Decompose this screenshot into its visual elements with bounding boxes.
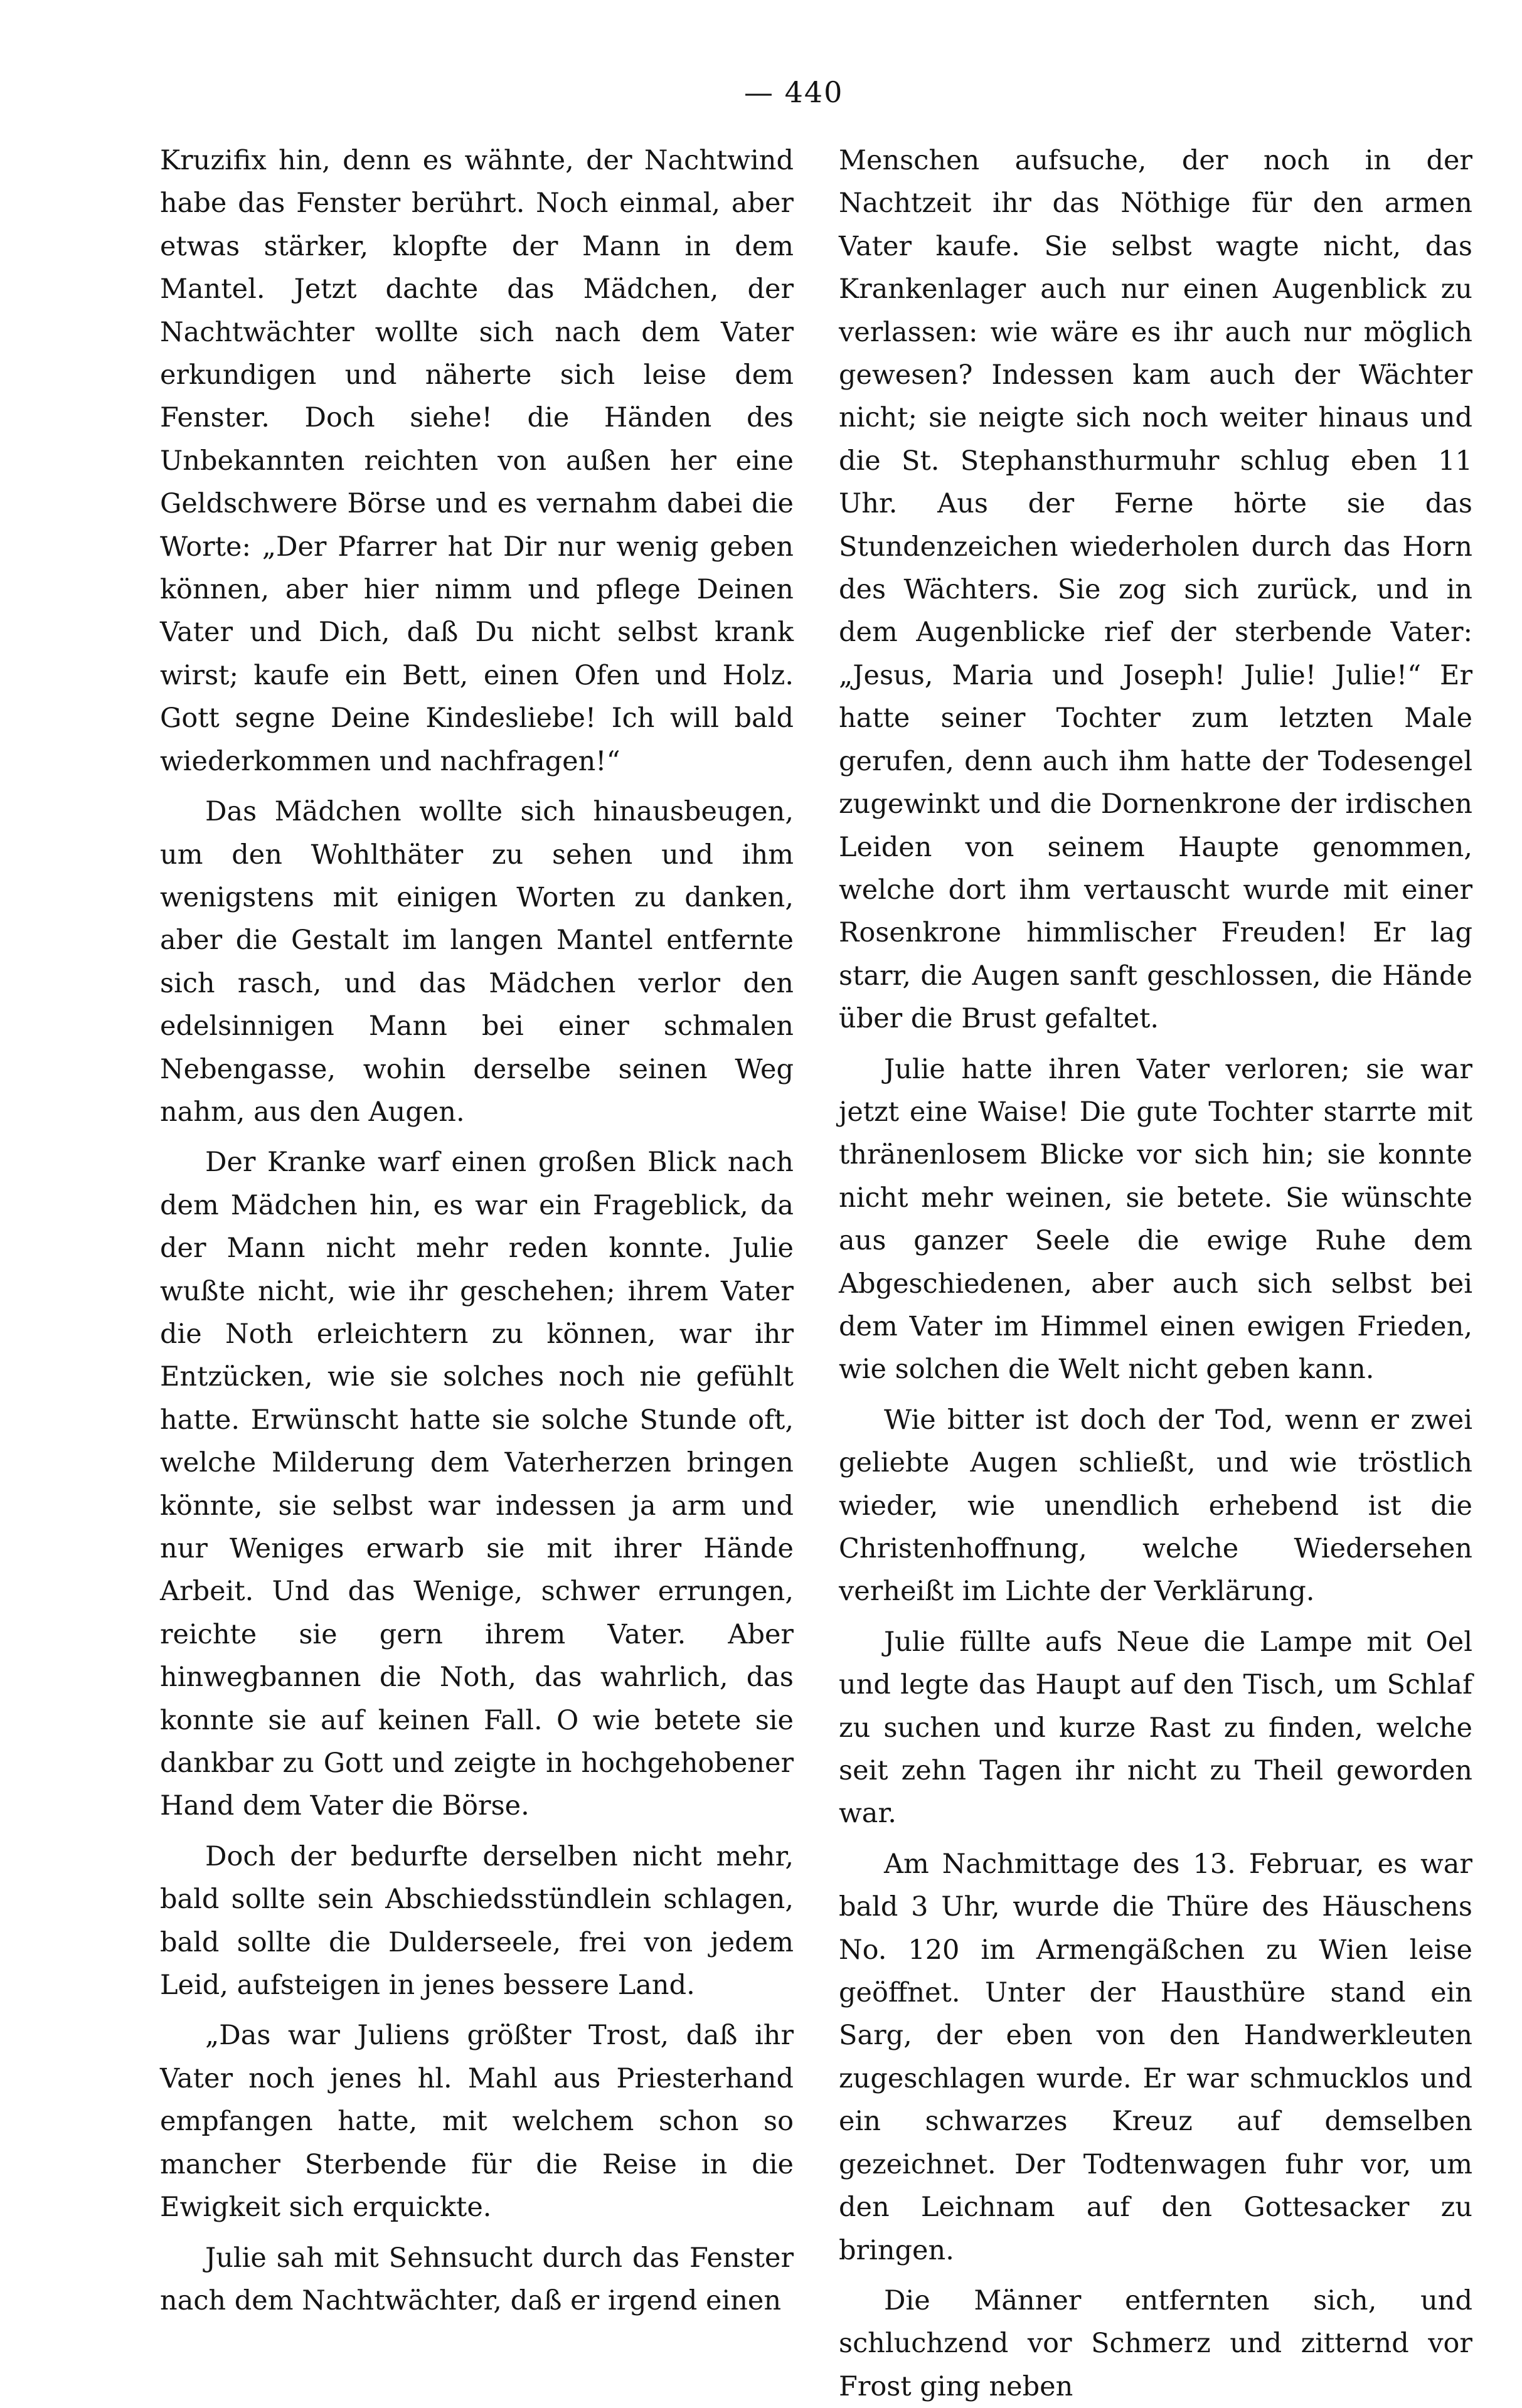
left-text-column (160, 139, 794, 2322)
paragraph: Julie hatte ihren Vater verloren; sie war jetzt eine Waise! Die gute Tochter starrte mit thränenlosem Blicke vor sich hin; sie konnte nicht mehr weinen, sie betete. Sie wünschte aus ganzer Seele die ewige Ruhe dem Abgeschiedenen, aber auch sich selbst bei dem Vater im Himmel einen ewigen Frieden, wie solchen die Welt nicht geben kann. (839, 1053, 1472, 1386)
paragraph: „Das war Juliens größter Trost, daß ihr Vater noch jenes hl. Mahl aus Priesterhand empfangen hatte, mit welchem schon so mancher Sterbende für die Reise in die Ewigkeit sich erquickte. (160, 2020, 794, 2224)
paragraph: Der Kranke warf einen großen Blick nach dem Mädchen hin, es war ein Frageblick, da der Mann nicht mehr reden konnte. Julie wußte nicht, wie ihr geschehen; ihrem Vater die Noth erleichtern zu können, war ihr Entzücken, wie sie solches noch nie gefühlt hatte. Erwünscht hatte sie solche Stunde oft, welche Milderung dem Vaterherzen bringen könnte, sie selbst war indessen ja arm und nur Weniges erwarb sie mit ihrer Hände Arbeit. Und das Wenige, schwer errungen, reichte sie gern ihrem Vater. Aber hinwegbannen die Noth, das wahrlich, das konnte sie auf keinen Fall. O wie betete sie dankbar zu Gott und zeigte in hochgehobener Hand dem Vater die Börse. (160, 1147, 794, 1822)
right-text-column (839, 139, 1472, 2408)
paragraph: Kruzifix hin, denn es wähnte, der Nachtwind habe das Fenster berührt. Noch einmal, aber etwas stärker, klopfte der Mann in dem Mantel. Jetzt dachte das Mädchen, der Nachtwächter wollte sich nach dem Vater erkundigen und näherte sich leise dem Fenster. Doch siehe! die Händen des Unbekannten reichten von außen her eine Geldschwere Börse und es vernahm dabei die Worte: „Der Pfarrer hat Dir nur wenig geben können, aber hier nimm und pflege Deinen Vater und Dich, daß Du nicht selbst krank wirst; kaufe ein Bett, einen Ofen und Holz. Gott segne Deine Kindesliebe! Ich will bald wiederkommen und nachfragen!“ (160, 145, 794, 777)
paragraph: Julie füllte aufs Neue die Lampe mit Oel und legte das Haupt auf den Tisch, um Schlaf zu suchen und kurze Rast zu finden, welche seit zehn Tagen ihr nicht zu Theil geworden war. (839, 1626, 1472, 1830)
paragraph: Die Männer entfernten sich, und schluchzend vor Schmerz und zitternd vor Frost ging neben (839, 2284, 1472, 2402)
paragraph: Julie sah mit Sehnsucht durch das Fenster nach dem Nachtwächter, daß er irgend einen (160, 2242, 794, 2316)
paragraph: Wie bitter ist doch der Tod, wenn er zwei geliebte Augen schließt, und wie tröstlich wieder, wie unendlich erhebend ist die Christenhoffnung, welche Wiedersehen verheißt im Lichte der Verklärung. (839, 1404, 1472, 1608)
paragraph: Menschen aufsuche, der noch in der Nachtzeit ihr das Nöthige für den armen Vater kaufe. Sie selbst wagte nicht, das Krankenlager auch nur einen Augenblick zu verlassen: wie wäre es ihr auch nur möglich gewesen? Indessen kam auch der Wächter nicht; sie neigte sich noch weiter hinaus und die St. Stephansthurmuhr schlug eben 11 Uhr. Aus der Ferne hörte sie das Stundenzeichen wiederholen durch das Horn des Wächters. Sie zog sich zurück, und in dem Augenblicke rief der sterbende Vater: „Jesus, Maria und Joseph! Julie! Julie!“ Er hatte seiner Tochter zum letzten Male gerufen, denn auch ihm hatte der Todesengel zugewinkt und die Dornenkrone der irdischen Leiden von seinem Haupte genommen, welche dort ihm vertauscht wurde mit einer Rosenkrone himmlischer Freuden! Er lag starr, die Augen sanft geschlossen, die Hände über die Brust gefaltet. (839, 145, 1472, 1035)
paragraph: Das Mädchen wollte sich hinausbeugen, um den Wohlthäter zu sehen und ihm wenigstens mit einigen Worten zu danken, aber die Gestalt im langen Mantel entfernte sich rasch, und das Mädchen verlor den edelsinnigen Mann bei einer schmalen Nebengasse, wohin derselbe seinen Weg nahm, aus den Augen. (160, 796, 794, 1128)
paragraph: Am Nachmittage des 13. Februar, es war bald 3 Uhr, wurde die Thüre des Häuschens No. 120 im Armengäßchen zu Wien leise geöffnet. Unter der Hausthüre stand ein Sarg, der eben von den Handwerkleuten zugeschlagen wurde. Er war schmucklos und ein schwarzes Kreuz auf demselben gezeichnet. Der Todtenwagen fuhr vor, um den Leichnam auf den Gottesacker zu bringen. (839, 1848, 1472, 2266)
paragraph: Doch der bedurfte derselben nicht mehr, bald sollte sein Abschiedsstündlein schlagen, bald sollte die Dulderseele, frei von jedem Leid, aufsteigen in jenes bessere Land. (160, 1840, 794, 2002)
page-number: — 440 (744, 75, 844, 109)
